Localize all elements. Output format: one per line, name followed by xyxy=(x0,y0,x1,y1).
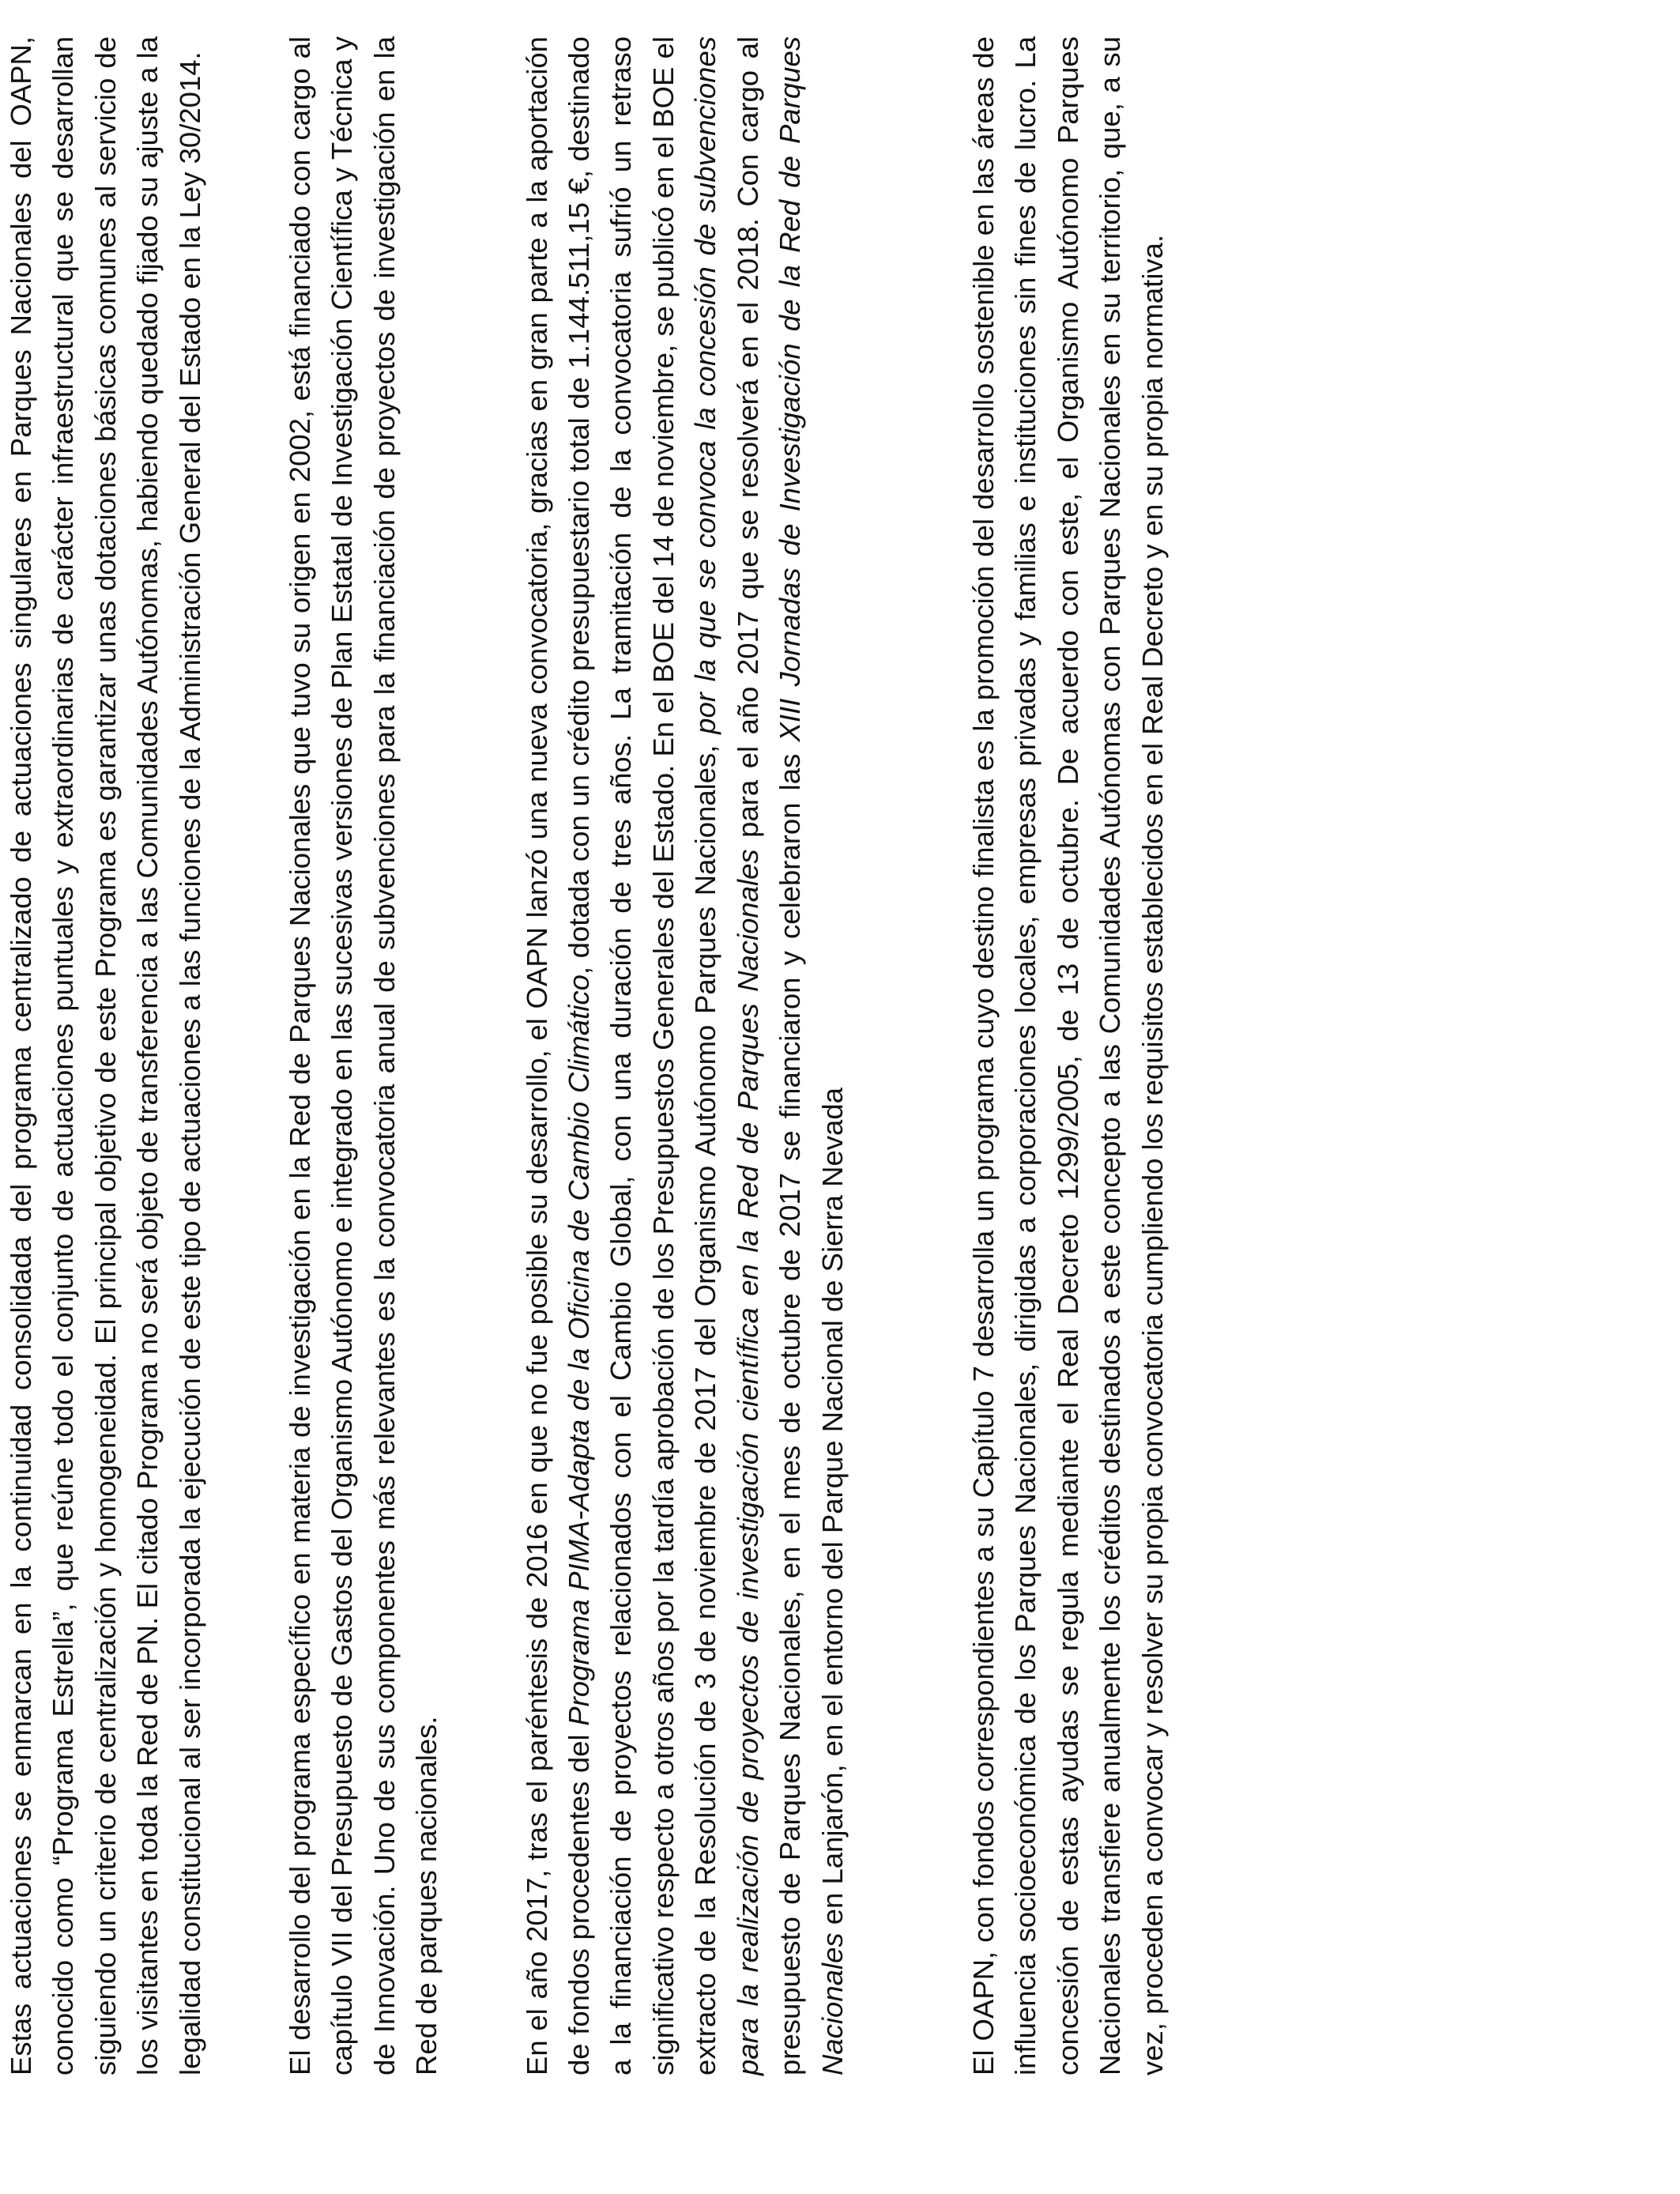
paragraph-programa-estrella: Estas actuaciones se enmarcan en la continuidad consolidada del programa centralizado de actuaciones singulares en Parques Nacionales del OAPN, conocido como “Programa Estrella”, que reúne todo el conjunto de actuaciones puntuales y extraordinarias de carácter infraestructural que se desarrollan siguiendo un criterio de centralización y homogeneidad. El principal objetivo de este Programa es garantizar unas dotaciones básicas comunes al servicio de los visitantes en toda la Red de PN. El citado Programa no será objeto de transferencia a las Comunidades Autónomas, habiendo quedado fijado su ajuste a la legalidad constitucional al ser incorporada la ejecución de este tipo de actuaciones a las funciones de la Administración General del Estado en la Ley 30/2014. xyxy=(5,36,206,2075)
text-segment: En el año 2017, tras el paréntesis de 2016 en que no fue posible su desarrollo, el OAPN lanzó una nueva convocatoria, gracias en gran parte a la aportación de fondos procedentes del xyxy=(520,36,596,2075)
paragraph-desarrollo-sostenible: El OAPN, con fondos correspondientes a su Capítulo 7 desarrolla un programa cuyo destino finalista es la promoción del desarrollo sostenible en las áreas de influencia socioeconómica de los Parques Nacionales, dirigidas a corporaciones locales, empresas privadas y familias e instituciones sin fines de lucro. La concesión de estas ayudas se regula mediante el Real Decreto 1299/2005, de 13 de octubre. De acuerdo con este, el Organismo Autónomo Parques Nacionales transfiere anualmente los créditos destinados a este concepto a las Comunidades Autónomas con Parques Nacionales en su territorio, que, a su vez, proceden a convocar y resolver su propia convocatoria cumpliendo los requisitos establecidos en el Real Decreto y en su propia normativa. xyxy=(966,36,1169,2075)
document-body xyxy=(0,36,1173,2075)
italic-jornadas: XIII Jornadas de Investigación de la Red de Parques Nacionales xyxy=(774,36,849,2075)
text-segment: , dotada con un crédito presupuestario total de 1.144.511,15 €, destinado a la financiación de proyectos relacionados con el Cambio Global, con una duración de tres años. La tramitación de la convocatoria sufrió un retraso significativo respecto a otros años por la tardía aprobación de los Presupuestos Generales del Estado. En el BOE del 14 de noviembre, se publicó en el BOE el extracto de la Resolución de 3 de noviembre de 2017 del Organismo Autónomo Parques Nacionales, xyxy=(563,36,722,2075)
italic-resolucion-title: por la que se convoca la concesión de subvenciones para la realización de proyectos de investigación científica en la Red de Parques Nacionales xyxy=(689,36,764,2075)
text-segment: en Lanjarón, en el entorno del Parque Nacional de Sierra Nevada xyxy=(816,1088,849,1933)
italic-programa-pima: Programa PIMA-Adapta de la Oficina de Cambio Climático xyxy=(563,974,596,1726)
paragraph-investigacion: El desarrollo del programa específico en materia de investigación en la Red de Parques Nacionales que tuvo su origen en 2002, está financiado con cargo al capítulo VII del Presupuesto de Gastos del Organismo Autónomo e integrado en las sucesivas versiones de Plan Estatal de Investigación Científica y Técnica y de Innovación. Uno de sus componentes más relevantes es la convocatoria anual de subvenciones para la financiación de proyectos de investigación en la Red de parques nacionales. xyxy=(284,36,443,2075)
paragraph-convocatoria-2017 xyxy=(516,36,853,2075)
text-segment: para el año 2017 que se resolverá en el 2018. Con cargo al presupuesto de Parques Nacionales, en el mes de octubre de 2017 se financiaron y celebraron las xyxy=(731,36,807,2075)
